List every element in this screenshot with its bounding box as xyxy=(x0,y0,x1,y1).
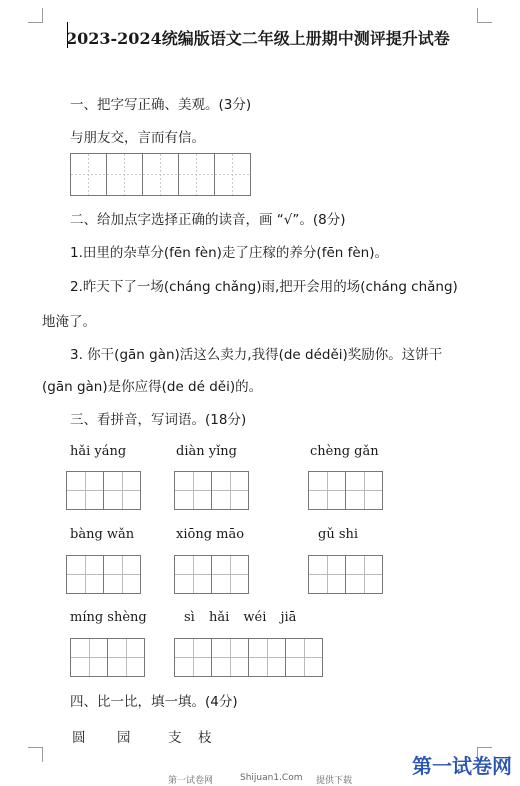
writing-cell[interactable] xyxy=(211,638,249,677)
writing-cell[interactable] xyxy=(66,555,104,594)
compare-char: 枝 xyxy=(198,730,212,746)
footer-site-name: 第一试卷网 xyxy=(168,776,214,786)
writing-cell[interactable] xyxy=(107,638,145,677)
writing-grid-chenggan[interactable] xyxy=(308,471,382,510)
writing-cell[interactable] xyxy=(66,471,104,510)
writing-cell[interactable] xyxy=(285,638,323,677)
writing-cell[interactable] xyxy=(178,153,215,196)
pinyin-label: hǎi yáng xyxy=(70,444,127,459)
writing-cell[interactable] xyxy=(211,555,249,594)
writing-cell[interactable] xyxy=(103,471,141,510)
writing-cell[interactable] xyxy=(211,471,249,510)
writing-grid-haiyang[interactable] xyxy=(66,471,140,510)
document-title: 2023-2024统编版语文二年级上册期中测评提升试卷 xyxy=(66,29,450,48)
writing-grid-s1[interactable] xyxy=(70,153,250,196)
pinyin-label: chèng gǎn xyxy=(310,444,379,459)
pinyin-label: xiōng māo xyxy=(176,527,245,542)
question-2-3-line-1: 3. 你干(gān gàn)活这么卖力,我得(de déděi)奖励你。这饼干 xyxy=(70,347,443,363)
footer-domain: Shijuan1.Com xyxy=(240,773,303,783)
writing-grid-sihaiweijia[interactable] xyxy=(174,638,322,677)
compare-char: 园 xyxy=(117,730,131,746)
writing-cell[interactable] xyxy=(70,153,107,196)
writing-cell[interactable] xyxy=(345,555,383,594)
section-3-heading: 三、看拼音，写词语。(18分) xyxy=(70,412,247,428)
writing-cell[interactable] xyxy=(345,471,383,510)
writing-cell[interactable] xyxy=(174,555,212,594)
question-2-3-line-2: (gān gàn)是你应得(de dé děi)的。 xyxy=(42,379,263,395)
corner-mark-bottom-left xyxy=(28,747,43,762)
corner-mark-top-right xyxy=(477,8,492,23)
writing-cell[interactable] xyxy=(248,638,286,677)
brand-watermark: 第一试卷网 xyxy=(412,754,512,778)
writing-cell[interactable] xyxy=(174,471,212,510)
pinyin-label: diàn yǐng xyxy=(176,444,237,459)
section-4-heading: 四、比一比，填一填。(4分) xyxy=(70,694,238,710)
section-2-heading: 二、给加点字选择正确的读音，画 “√”。(8分) xyxy=(70,212,346,228)
pinyin-label: sì hǎi wéi jiā xyxy=(184,610,297,625)
compare-char: 支 xyxy=(168,730,182,746)
pinyin-label: bàng wǎn xyxy=(70,527,135,542)
section-1-heading: 一、把字写正确、美观。(3分) xyxy=(70,97,252,113)
writing-grid-bangwan[interactable] xyxy=(66,555,140,594)
writing-cell[interactable] xyxy=(106,153,143,196)
writing-cell[interactable] xyxy=(214,153,251,196)
writing-cell[interactable] xyxy=(103,555,141,594)
writing-grid-mingsheng[interactable] xyxy=(70,638,144,677)
writing-cell[interactable] xyxy=(70,638,108,677)
question-2-2-line-1: 2.昨天下了一场(cháng chǎng)雨,把开会用的场(cháng chǎng) xyxy=(70,279,458,295)
compare-char: 圆 xyxy=(72,730,86,746)
pinyin-label: gǔ shi xyxy=(318,527,359,542)
corner-mark-top-left xyxy=(28,8,43,23)
writing-cell[interactable] xyxy=(308,555,346,594)
writing-cell[interactable] xyxy=(142,153,179,196)
section-1-sentence: 与朋友交，言而有信。 xyxy=(70,130,205,146)
question-2-2-line-2: 地淹了。 xyxy=(42,314,96,330)
writing-cell[interactable] xyxy=(308,471,346,510)
writing-cell[interactable] xyxy=(174,638,212,677)
footer-tagline: 提供下载 xyxy=(316,776,353,786)
writing-grid-gushi[interactable] xyxy=(308,555,382,594)
pinyin-label: míng shèng xyxy=(70,610,147,625)
writing-grid-xiongmao[interactable] xyxy=(174,555,248,594)
question-2-1: 1.田里的杂草分(fēn fèn)走了庄稼的养分(fēn fèn)。 xyxy=(70,245,388,261)
writing-grid-dianying[interactable] xyxy=(174,471,248,510)
